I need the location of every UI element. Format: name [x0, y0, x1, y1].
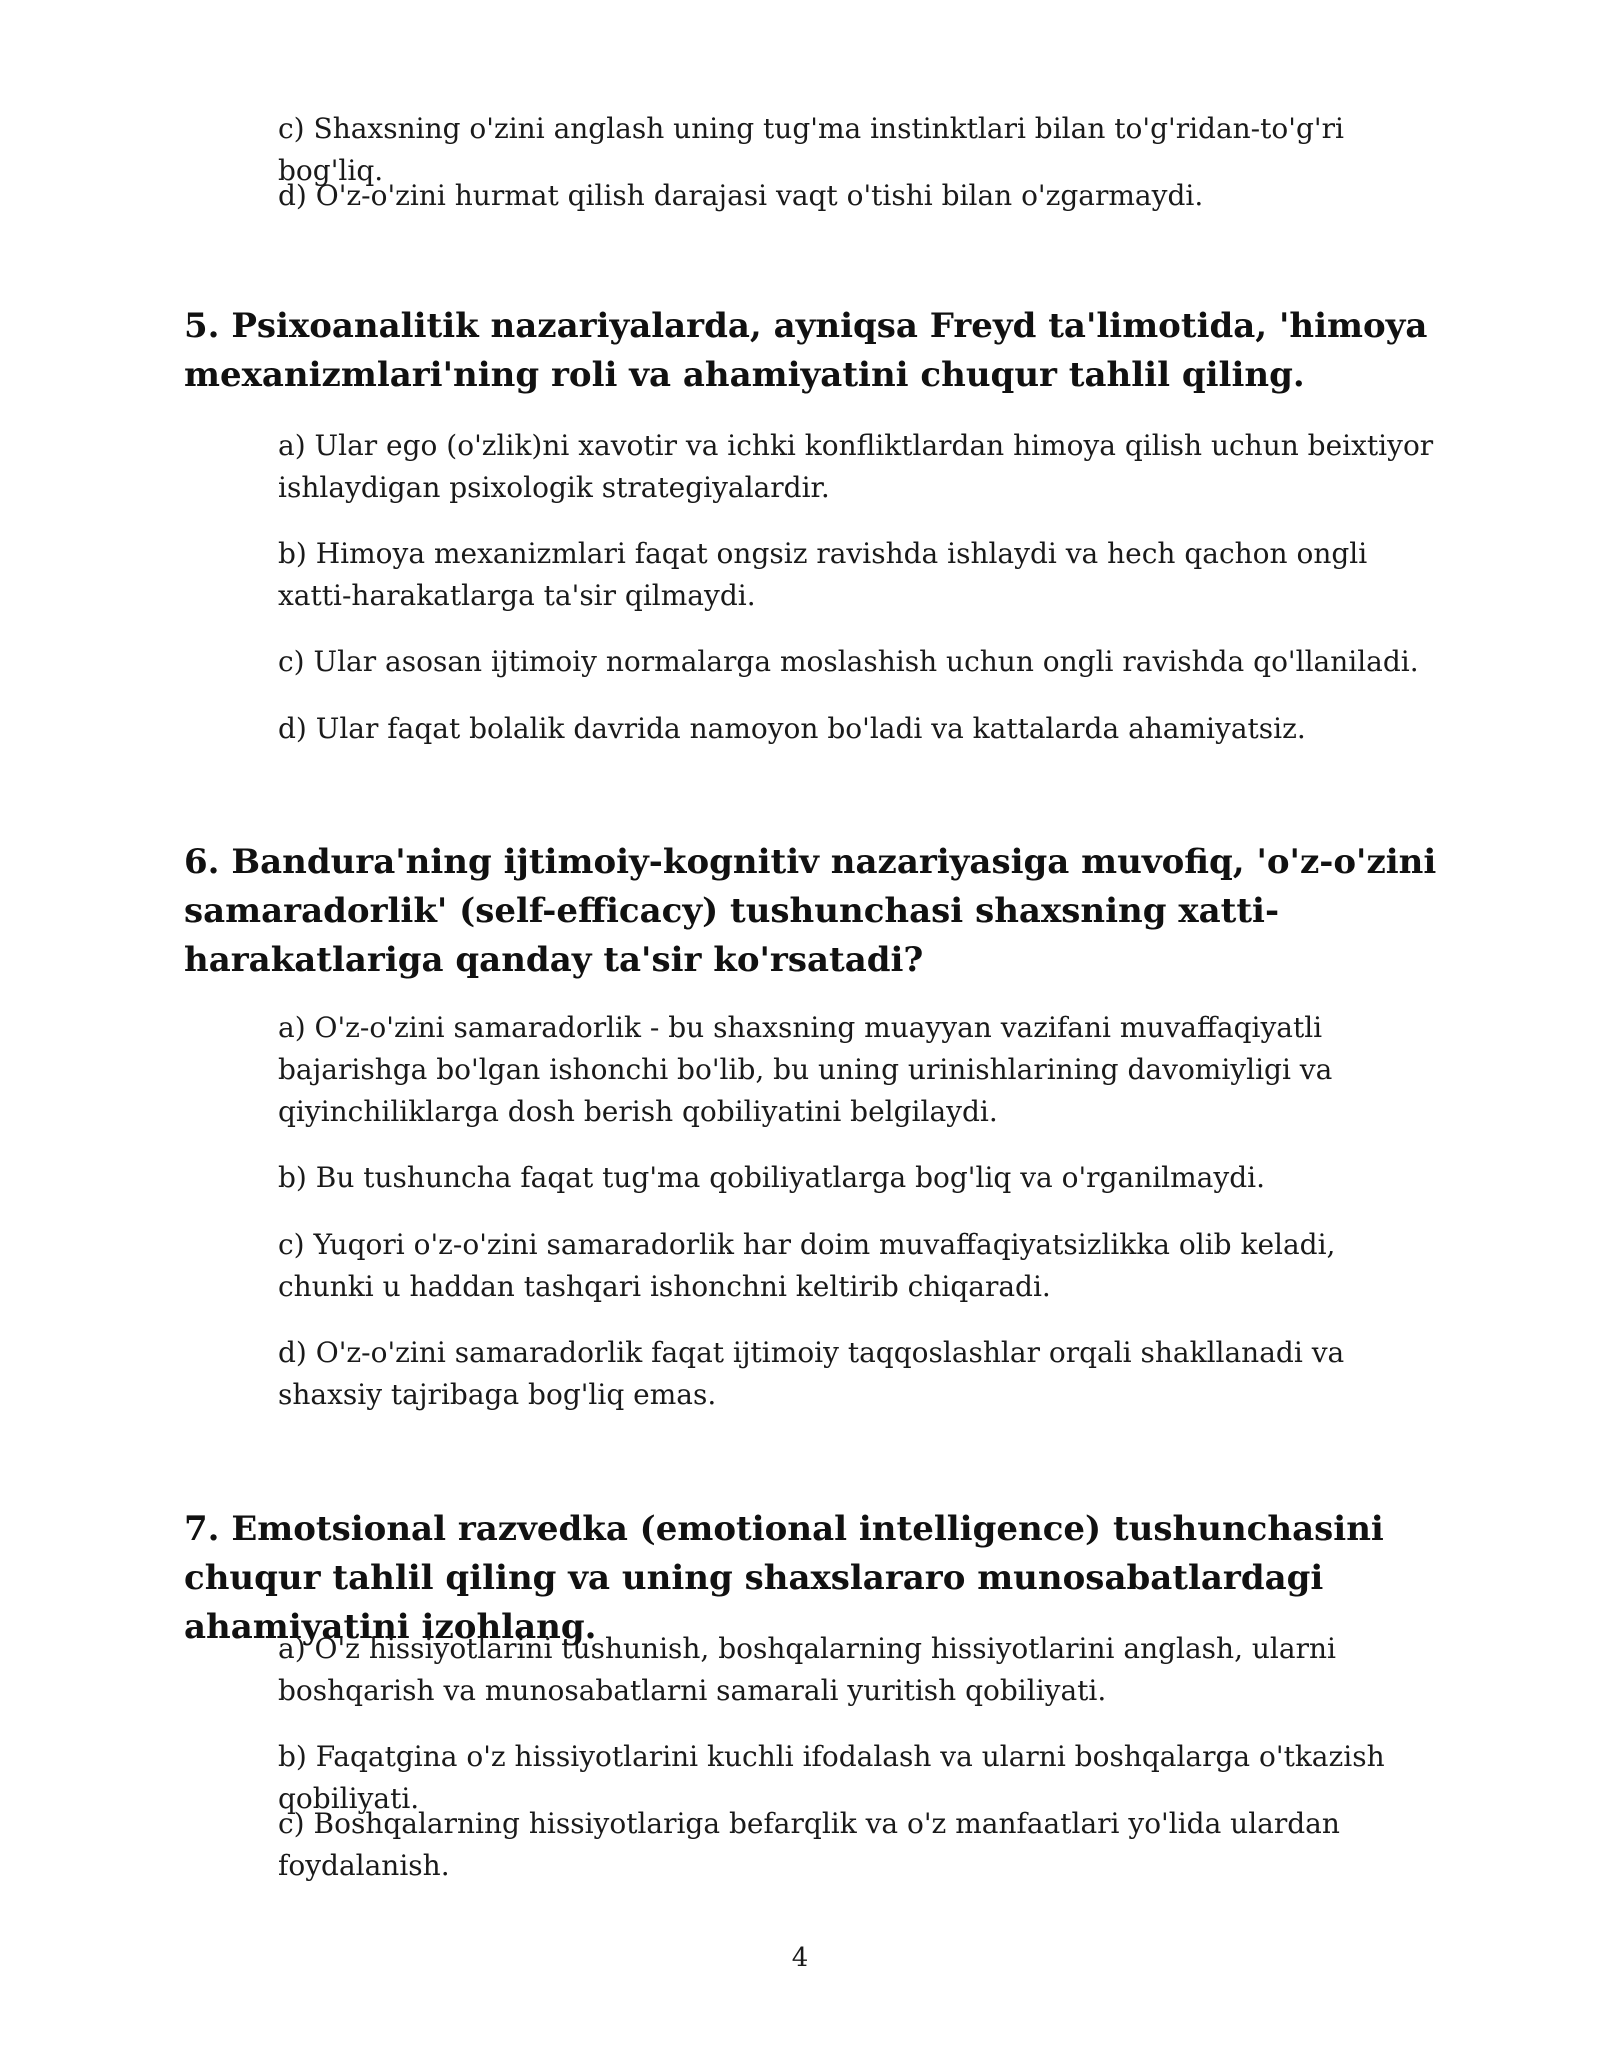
q5-option-a: a) Ular ego (o'zlik)ni xavotir va ichki konfliktlardan himoya qilish uchun beixtiyor ishlaydigan psixologik strategiyalardir. — [278, 429, 1434, 504]
q6-option-a: a) O'z-o'zini samaradorlik - bu shaxsning muayyan vazifani muvaffaqiyatli bajarishga bo'lgan ishonchi bo'lib, bu uning urinishlarining davomiyligi va qiyinchiliklarga dosh berish qobiliyatini belgilaydi. — [278, 1011, 1333, 1128]
page-number: 4 — [791, 1943, 809, 1973]
q6-option-c: c) Yuqori o'z-o'zini samaradorlik har doim muvaffaqiyatsizlikka olib keladi, chunki u haddan tashqari ishonchni keltirib chiqaradi. — [278, 1228, 1336, 1303]
q7-option-a: a) O'z hissiyotlarini tushunish, boshqalarning hissiyotlarini anglash, ularni boshqarish va munosabatlarni samarali yuritish qobiliyati. — [278, 1632, 1336, 1707]
q6-question: 6. Bandura'ning ijtimoiy-kognitiv nazariyasiga muvofiq, 'o'z-o'zini samaradorlik' (self-efficacy) tushunchasi shaxsning xatti-harakatlariga qanday ta'sir ko'rsatadi? — [184, 842, 1437, 980]
q6-option-b: b) Bu tushuncha faqat tug'ma qobiliyatlarga bog'liq va o'rganilmaydi. — [278, 1161, 1265, 1194]
q4-option-d: d) O'z-o'zini hurmat qilish darajasi vaqt o'tishi bilan o'zgarmaydi. — [278, 179, 1204, 212]
q5-question: 5. Psixoanalitik nazariyalarda, ayniqsa Freyd ta'limotida, 'himoya mexanizmlari'ning roli va ahamiyatini chuqur tahlil qiling. — [184, 306, 1428, 395]
q7-option-b: b) Faqatgina o'z hissiyotlarini kuchli ifodalash va ularni boshqalarga o'tkazish qobiliyati. — [278, 1740, 1385, 1815]
q5-option-d: d) Ular faqat bolalik davrida namoyon bo'ladi va kattalarda ahamiyatsiz. — [278, 712, 1306, 745]
q5-option-b: b) Himoya mexanizmlari faqat ongsiz ravishda ishlaydi va hech qachon ongli xatti-harakatlarga ta'sir qilmaydi. — [278, 537, 1368, 612]
q7-option-c: c) Boshqalarning hissiyotlariga befarqlik va o'z manfaatlari yo'lida ulardan foydalanish. — [278, 1807, 1340, 1882]
q7-question: 7. Emotsional razvedka (emotional intelligence) tushunchasini chuqur tahlil qiling va uning shaxslararo munosabatlardagi ahamiyatini izohlang. — [184, 1509, 1384, 1647]
q4-option-c: c) Shaxsning o'zini anglash uning tug'ma instinktlari bilan to'g'ridan-to'g'ri bog'liq. — [278, 112, 1344, 187]
q5-option-c: c) Ular asosan ijtimoiy normalarga moslashish uchun ongli ravishda qo'llaniladi. — [278, 645, 1419, 678]
q6-option-d: d) O'z-o'zini samaradorlik faqat ijtimoiy taqqoslashlar orqali shakllanadi va shaxsiy tajribaga bog'liq emas. — [278, 1336, 1345, 1411]
